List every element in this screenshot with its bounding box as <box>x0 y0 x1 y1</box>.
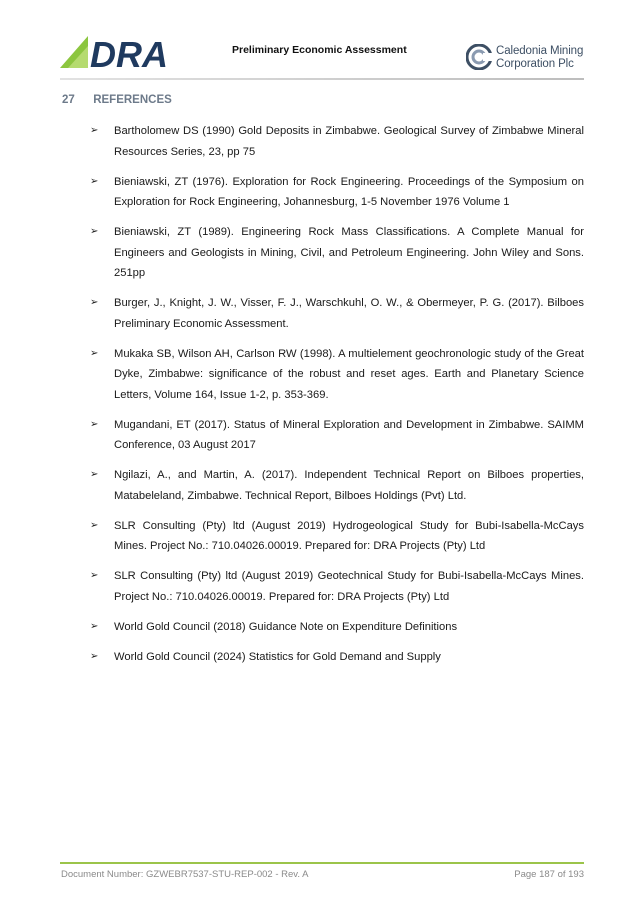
reference-text: World Gold Council (2024) Statistics for Gold Demand and Supply <box>114 650 441 663</box>
reference-item <box>90 647 584 668</box>
header-divider <box>60 78 584 80</box>
reference-text: Burger, J., Knight, J. W., Visser, F. J., Warschkuhl, O. W., & Obermeyer, P. G. (2017). Bilboes Preliminary Economic Assessment. <box>114 297 584 330</box>
reference-text: Mukaka SB, Wilson AH, Carlson RW (1998). A multielement geochronologic study of the Great Dyke, Zimbabwe: significance of the robust and reset ages. Earth and Planetary Science Letters, Volume 164, Issue 1-2, p. 353-369. <box>114 347 584 401</box>
reference-item <box>90 465 584 506</box>
caledonia-logo-line2: Corporation Plc <box>496 58 574 70</box>
page-header <box>0 0 644 90</box>
reference-text: Bartholomew DS (1990) Gold Deposits in Zimbabwe. Geological Survey of Zimbabwe Mineral Resources Series, 23, pp 75 <box>114 125 584 158</box>
arrow-bullet-icon: ➢ <box>90 125 99 136</box>
header-title: Preliminary Economic Assessment <box>232 44 407 56</box>
arrow-bullet-icon: ➢ <box>90 469 99 480</box>
caledonia-logo <box>466 44 596 74</box>
reference-text: Bieniawski, ZT (1976). Exploration for Rock Engineering. Proceedings of the Symposium on Exploration for Rock Engineering, Johannesburg, 1-5 November 1976 Volume 1 <box>114 175 584 208</box>
reference-item <box>90 121 584 162</box>
reference-item <box>90 516 584 557</box>
arrow-bullet-icon: ➢ <box>90 175 99 187</box>
footer-divider <box>60 862 584 864</box>
reference-text: SLR Consulting (Pty) ltd (August 2019) Geotechnical Study for Bubi-Isabella-McCays Mines. Project No.: 710.04026.00019. Prepared for: DRA Projects (Pty) Ltd <box>114 570 584 603</box>
arrow-bullet-icon: ➢ <box>90 418 99 430</box>
footer-document-number: Document Number: GZWEBR7537-STU-REP-002 - Rev. A <box>61 869 309 880</box>
arrow-bullet-icon: ➢ <box>90 620 99 632</box>
arrow-bullet-icon: ➢ <box>90 347 99 359</box>
arrow-bullet-icon: ➢ <box>90 519 99 531</box>
reference-text: World Gold Council (2018) Guidance Note on Expenditure Definitions <box>114 620 458 633</box>
reference-item <box>90 293 584 334</box>
reference-text: Ngilazi, A., and Martin, A. (2017). Independent Technical Report on Bilboes properties, Matabeleland, Zimbabwe. Technical Report, Bilboes Holdings (Pvt) Ltd. <box>114 469 584 502</box>
arrow-bullet-icon: ➢ <box>90 297 99 308</box>
reference-item <box>90 415 584 456</box>
reference-item <box>90 566 584 607</box>
reference-item <box>90 222 584 284</box>
section-heading <box>62 94 172 106</box>
reference-text: Mugandani, ET (2017). Status of Mineral Exploration and Development in Zimbabwe. SAIMM Conference, 03 August 2017 <box>114 418 584 451</box>
section-number: 27 <box>62 94 75 106</box>
arrow-bullet-icon: ➢ <box>90 226 99 237</box>
dra-logo <box>60 34 196 70</box>
arrow-bullet-icon: ➢ <box>90 650 99 662</box>
arrow-bullet-icon: ➢ <box>90 570 99 581</box>
reference-item <box>90 172 584 213</box>
reference-text: SLR Consulting (Pty) ltd (August 2019) Hydrogeological Study for Bubi-Isabella-McCays Mines. Project No.: 710.04026.00019. Prepared for: DRA Projects (Pty) Ltd <box>114 519 584 552</box>
footer-page-number: Page 187 of 193 <box>514 869 584 880</box>
reference-item <box>90 617 584 638</box>
dra-logo-text: DRA <box>90 34 168 70</box>
section-title: REFERENCES <box>93 94 172 106</box>
references-list <box>90 121 584 677</box>
reference-item <box>90 344 584 406</box>
caledonia-logo-line1: Caledonia Mining <box>496 45 584 57</box>
caledonia-c-icon <box>466 44 492 70</box>
reference-text: Bieniawski, ZT (1989). Engineering Rock Mass Classifications. A Complete Manual for Engineers and Geologists in Mining, Civil, and Petroleum Engineering. John Wiley and Sons. 251pp <box>114 226 584 279</box>
